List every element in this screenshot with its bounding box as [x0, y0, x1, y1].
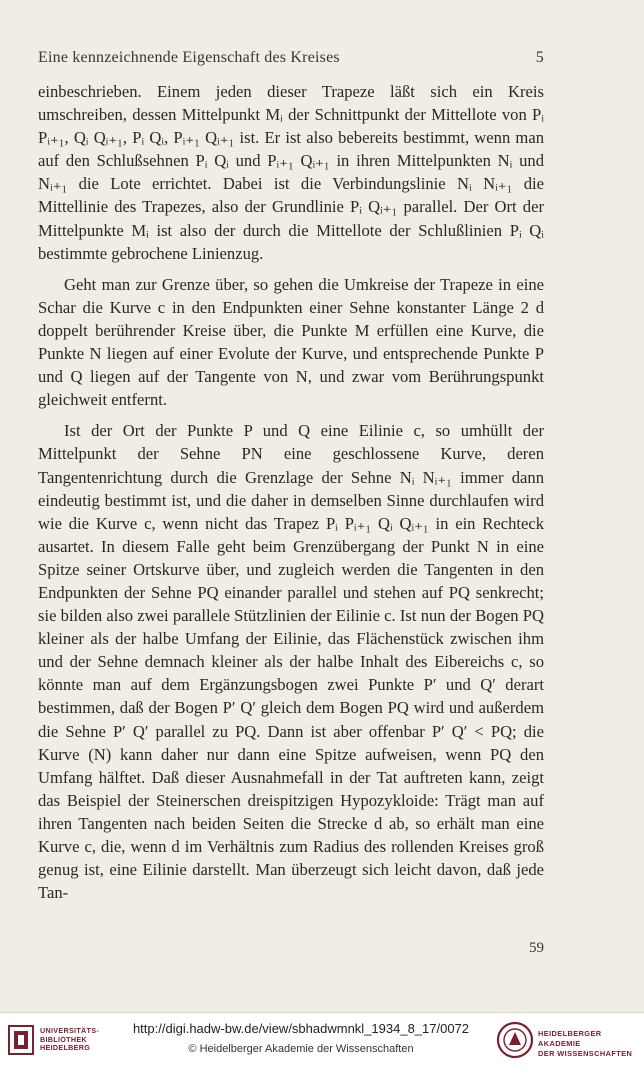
running-head: [38, 49, 544, 67]
academy-seal-icon: [496, 1021, 534, 1059]
university-library-logo-icon: [8, 1025, 34, 1055]
university-library-logo[interactable]: [8, 1023, 108, 1059]
running-head-page-number: 5: [535, 49, 544, 66]
copyright-notice: © Heidelberger Akademie der Wissenschaften: [188, 1043, 414, 1055]
academy-logo[interactable]: [496, 1021, 640, 1061]
paragraph-1: einbeschrieben. Einem jeden dieser Trapeze läßt sich ein Kreis umschreiben, dessen Mittelpunkt Mᵢ der Schnittpunkt der Mittellote von Pᵢ Pᵢ₊₁, Qᵢ Qᵢ₊₁, Pᵢ Qᵢ, Pᵢ₊₁ Qᵢ₊₁ ist. Er ist also bebereits bestimmt, wenn man auf den Schlußsehnen Pᵢ Qᵢ und Pᵢ₊₁ Qᵢ₊₁ in ihren Mittelpunkten Nᵢ und Nᵢ₊₁ die Lote errichtet. Dabei ist die Verbindungslinie Nᵢ Nᵢ₊₁ die Mittellinie des Trapezes, also der Grundlinie Pᵢ Qᵢ₊₁ parallel. Der Ort der Mittelpunkte Mᵢ ist also der durch die Mittellote der Schlußlinien Pᵢ Qᵢ bestimmte gebrochene Linienzug.: [38, 82, 544, 263]
body-text: [38, 80, 544, 904]
running-head-title: Eine kennzeichnende Eigenschaft des Kreises: [38, 49, 340, 66]
source-url-link[interactable]: http://digi.hadw-bw.de/view/sbhadwmnkl_1934_8_17/0072: [132, 1021, 470, 1036]
footer-bar: [0, 1012, 644, 1068]
paragraph-3: Ist der Ort der Punkte P und Q eine Eilinie c, so umhüllt der Mittelpunkt der Sehne PN eine geschlossene Kurve, deren Tangentenrichtung durch die Grenzlage der Sehne Nᵢ Nᵢ₊₁ immer dann eindeutig bestimmt ist, und die daher in demselben Sinne durchlaufen wird wie die Kurve c, wenn nicht das Trapez Pᵢ Pᵢ₊₁ Qᵢ Qᵢ₊₁ in ein Rechteck ausartet. In diesem Falle geht beim Grenzübergang der Punkt N in eine Spitze seiner Ortskurve über, und zugleich werden die Tangenten in den Endpunkten der Sehne PQ einander parallel und stehen auf PQ senkrecht; sie bilden also zwei parallele Stützlinien der Eilinie c. Ist nun der Bogen PQ kleiner als der halbe Umfang der Eilinie, das Flächenstück zwischen ihm und der Sehne demnach kleiner als der halbe Inhalt des Eibereichs c, so könnte man auf dem Ergänzungsbogen zwei Punkte P′ und Q′ derart bestimmen, daß der Bogen P′ Q′ gleich dem Bogen PQ wird und außerdem die Sehne P′ Q′ parallel zu PQ. Dann ist aber offenbar P′ Q′ < PQ; die Kurve (N) kann daher nur dann eine Spitze aufweisen, wenn PQ den Umfang hälftet. Daß dieser Ausnahmefall in der Tat auftreten kann, zeigt das Beispiel der Steinerschen dreispitzigen Hypozykloide: Trägt man auf ihren Tangenten nach beiden Seiten die Strecke d ab, so erhält man eine Kurve c, die, wenn d im Verhältnis zum Radius des rollenden Kreises groß genug ist, eine Eilinie darstellt. Man überzeugt sich leicht davon, daß jede Tan-: [38, 421, 544, 903]
academy-logo-text: HEIDELBERGER AKADEMIE DER WISSENSCHAFTEN: [538, 1029, 633, 1058]
paragraph-2: Geht man zur Grenze über, so gehen die Umkreise der Trapeze in eine Schar die Kurve c in den Endpunkten einer Sehne konstanter Länge 2 d doppelt berührender Kreise über, die Punkte M erfüllen eine Kurve, die Punkte N liegen auf einer Evolute der Kurve, und entsprechende Punkte P und Q liegen auf der Tangente von N, und zwar vom Berührungspunkt gleichweit entfernt.: [38, 274, 544, 410]
folio-number: 59: [529, 940, 544, 956]
university-library-logo-text: UNIVERSITÄTS- BIBLIOTHEK HEIDELBERG: [40, 1026, 100, 1053]
